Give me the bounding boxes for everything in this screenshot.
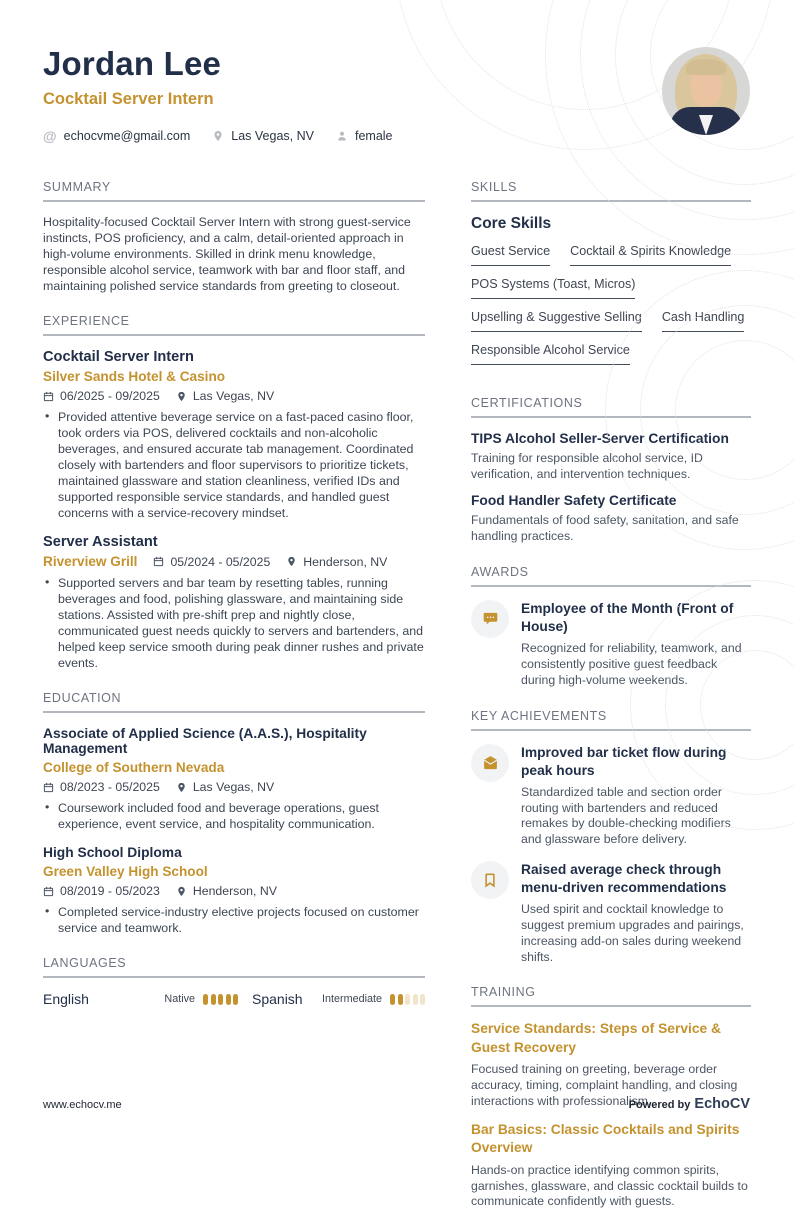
location-pin-icon xyxy=(176,886,187,897)
contact-location xyxy=(212,129,314,143)
page-title: Jordan Lee xyxy=(43,45,222,82)
certification-title: TIPS Alcohol Seller-Server Certification xyxy=(471,431,729,446)
experience-title: Server Assistant xyxy=(43,534,158,551)
person-icon xyxy=(336,130,348,142)
education-meta xyxy=(43,780,425,794)
experience-meta xyxy=(43,389,425,403)
achievement-content xyxy=(521,861,751,965)
calendar-icon xyxy=(43,782,54,793)
section-languages xyxy=(43,956,425,1007)
education-dates xyxy=(43,780,160,794)
education-school: Green Valley High School xyxy=(43,864,208,880)
contact-email[interactable] xyxy=(43,128,190,144)
experience-location xyxy=(286,555,387,569)
certification-title: Food Handler Safety Certificate xyxy=(471,493,677,509)
brand-link[interactable]: EchoCV xyxy=(694,1096,750,1112)
experience-company: Silver Sands Hotel & Casino xyxy=(43,369,226,385)
experience-location xyxy=(176,389,274,403)
language-item xyxy=(43,991,238,1007)
summary-heading: SUMMARY xyxy=(43,180,425,202)
left-column xyxy=(43,180,425,1230)
education-bullets xyxy=(43,904,425,936)
powered-by-label: Powered by xyxy=(628,1099,691,1111)
experience-bullets xyxy=(43,575,425,671)
language-level-label: Intermediate xyxy=(321,993,382,1006)
section-education xyxy=(43,691,425,936)
languages-row xyxy=(43,991,425,1007)
achievement-title: Improved bar ticket flow during peak hours xyxy=(521,744,727,778)
education-location xyxy=(176,884,277,898)
experience-meta xyxy=(43,554,425,569)
education-degree: Associate of Applied Science (A.A.S.), Hospitality Management xyxy=(43,726,367,757)
award-title: Employee of the Month (Front of House) xyxy=(521,600,734,635)
experience-dates xyxy=(43,389,160,403)
experience-company: Riverview Grill xyxy=(43,554,138,570)
email-value: echocvme@gmail.com xyxy=(63,129,191,143)
experience-dates xyxy=(153,555,270,569)
skill-item: Upselling & Suggestive Selling xyxy=(471,310,642,332)
experience-bullet: • Supported servers and bar team by resetting tables, running beverages and food, polishing glassware, and maintaining side stations. Assisted with pre-shift prep and nightly close, communicated guest needs quickly to servers and bartenders, and helped keep service smooth during peak dinner rushes and private events. xyxy=(43,575,425,671)
section-summary xyxy=(43,180,425,294)
email-icon: @ xyxy=(43,128,57,144)
education-dates-value: 08/2023 - 05/2025 xyxy=(60,780,160,795)
certification-description: Fundamentals of food safety, sanitation, and safe handling practices. xyxy=(471,513,739,544)
awards-heading: AWARDS xyxy=(471,565,751,587)
experience-title: Cocktail Server Intern xyxy=(43,349,194,366)
experience-bullets xyxy=(43,409,425,521)
training-item xyxy=(471,1121,751,1210)
skill-item: POS Systems (Toast, Micros) xyxy=(471,277,635,299)
skills-group-title: Core Skills xyxy=(471,215,552,232)
location-pin-icon xyxy=(212,130,224,142)
education-dates xyxy=(43,884,160,898)
training-heading: TRAINING xyxy=(471,985,751,1007)
language-level-label: Native xyxy=(164,993,195,1006)
speech-bubble-icon xyxy=(471,600,509,638)
footer xyxy=(43,1095,750,1113)
education-school: College of Southern Nevada xyxy=(43,760,225,776)
education-heading: EDUCATION xyxy=(43,691,425,713)
calendar-icon xyxy=(153,556,164,567)
calendar-icon xyxy=(43,886,54,897)
education-location xyxy=(176,780,274,794)
education-meta xyxy=(43,884,425,898)
certifications-heading: CERTIFICATIONS xyxy=(471,396,751,418)
education-dates-value: 08/2019 - 05/2023 xyxy=(60,884,160,899)
experience-dates-value: 06/2025 - 09/2025 xyxy=(60,389,160,404)
training-title: Service Standards: Steps of Service & Guest Recovery xyxy=(471,1021,721,1055)
experience-entry xyxy=(43,534,425,671)
avatar xyxy=(662,47,750,135)
job-title: Cocktail Server Intern xyxy=(43,90,214,108)
avatar-fringe xyxy=(686,59,726,75)
summary-text: Hospitality-focused Cocktail Server Intern with strong guest-service instincts, POS proficiency, and a calm, detail-oriented approach in high-volume environments. Skilled in drink menu knowledge, responsible alcohol service, teamwork with bar and floor staff, and maintaining polished service standards from greeting to closeout. xyxy=(43,215,411,293)
education-bullet: • Coursework included food and beverage operations, guest experience, event service, and hospitality communication. xyxy=(43,800,425,832)
skill-item: Cash Handling xyxy=(662,310,745,332)
achievement-description: Used spirit and cocktail knowledge to suggest premium upgrades and pairings, increasing add-on sales during weekend shifts. xyxy=(521,902,744,964)
calendar-icon xyxy=(43,391,54,402)
skill-item: Responsible Alcohol Service xyxy=(471,343,630,365)
footer-website-link[interactable]: www.echocv.me xyxy=(43,1099,122,1111)
training-description: Focused training on greeting, beverage order accuracy, timing, complaint handling, and closing interactions with professionalism. xyxy=(471,1062,738,1108)
footer-powered xyxy=(629,1095,750,1113)
skills-heading: SKILLS xyxy=(471,180,751,202)
experience-location-value: Henderson, NV xyxy=(303,554,388,569)
education-entry xyxy=(43,726,425,832)
languages-heading: LANGUAGES xyxy=(43,956,425,978)
certification-description: Training for responsible alcohol service, ID verification, and intervention techniques. xyxy=(471,451,703,481)
gender-value: female xyxy=(354,129,393,143)
language-name: English xyxy=(43,991,89,1008)
achievement-item xyxy=(471,861,751,965)
training-title: Bar Basics: Classic Cocktails and Spirits Overview xyxy=(471,1121,740,1156)
envelope-icon xyxy=(471,744,509,782)
experience-location-value: Las Vegas, NV xyxy=(192,389,275,404)
education-location-value: Las Vegas, NV xyxy=(192,780,275,795)
education-bullets xyxy=(43,800,425,832)
language-level-dots xyxy=(390,994,425,1005)
location-pin-icon xyxy=(176,782,187,793)
education-location-value: Henderson, NV xyxy=(192,884,277,899)
education-bullet: • Completed service-industry elective projects focused on customer service and teamwork. xyxy=(43,904,425,936)
experience-dates-value: 05/2024 - 05/2025 xyxy=(170,554,271,569)
achievement-title: Raised average check through menu-driven recommendations xyxy=(521,861,727,896)
education-entry xyxy=(43,845,425,936)
experience-heading: EXPERIENCE xyxy=(43,314,425,336)
education-degree: High School Diploma xyxy=(43,845,182,861)
section-experience xyxy=(43,314,425,671)
contact-gender xyxy=(336,129,393,143)
bookmark-icon xyxy=(471,861,509,899)
language-item xyxy=(238,991,425,1007)
skill-item: Guest Service xyxy=(471,244,550,266)
location-value: Las Vegas, NV xyxy=(231,129,314,143)
language-name: Spanish xyxy=(252,991,303,1008)
training-description: Hands-on practice identifying common spirits, garnishes, glassware, and classic cocktail builds to communicate confidently with guests. xyxy=(471,1162,748,1209)
contact-row xyxy=(43,128,750,144)
achievement-description: Standardized table and section order routing with bartenders and reduced remakes by double-checking modifiers and glassware before delivery. xyxy=(521,784,731,847)
award-description: Recognized for reliability, teamwork, and consistently positive guest feedback during high-volume weekends. xyxy=(521,641,742,687)
skill-item: Cocktail & Spirits Knowledge xyxy=(570,244,731,266)
experience-bullet: • Provided attentive beverage service on a fast-paced casino floor, took orders via POS, delivered cocktails and non-alcoholic beverages, and ensured accurate tab management. Coordinated closely with bartenders and floor supervisors to prioritize tickets, maintained glassware and station cleanliness, verified IDs and supported responsible service standards, and handled guest concerns with a service-recovery mindset. xyxy=(43,409,425,521)
location-pin-icon xyxy=(176,391,187,402)
location-pin-icon xyxy=(286,556,297,567)
experience-entry xyxy=(43,349,425,521)
language-level-dots xyxy=(203,994,238,1005)
key-achievements-heading: KEY ACHIEVEMENTS xyxy=(471,709,751,731)
